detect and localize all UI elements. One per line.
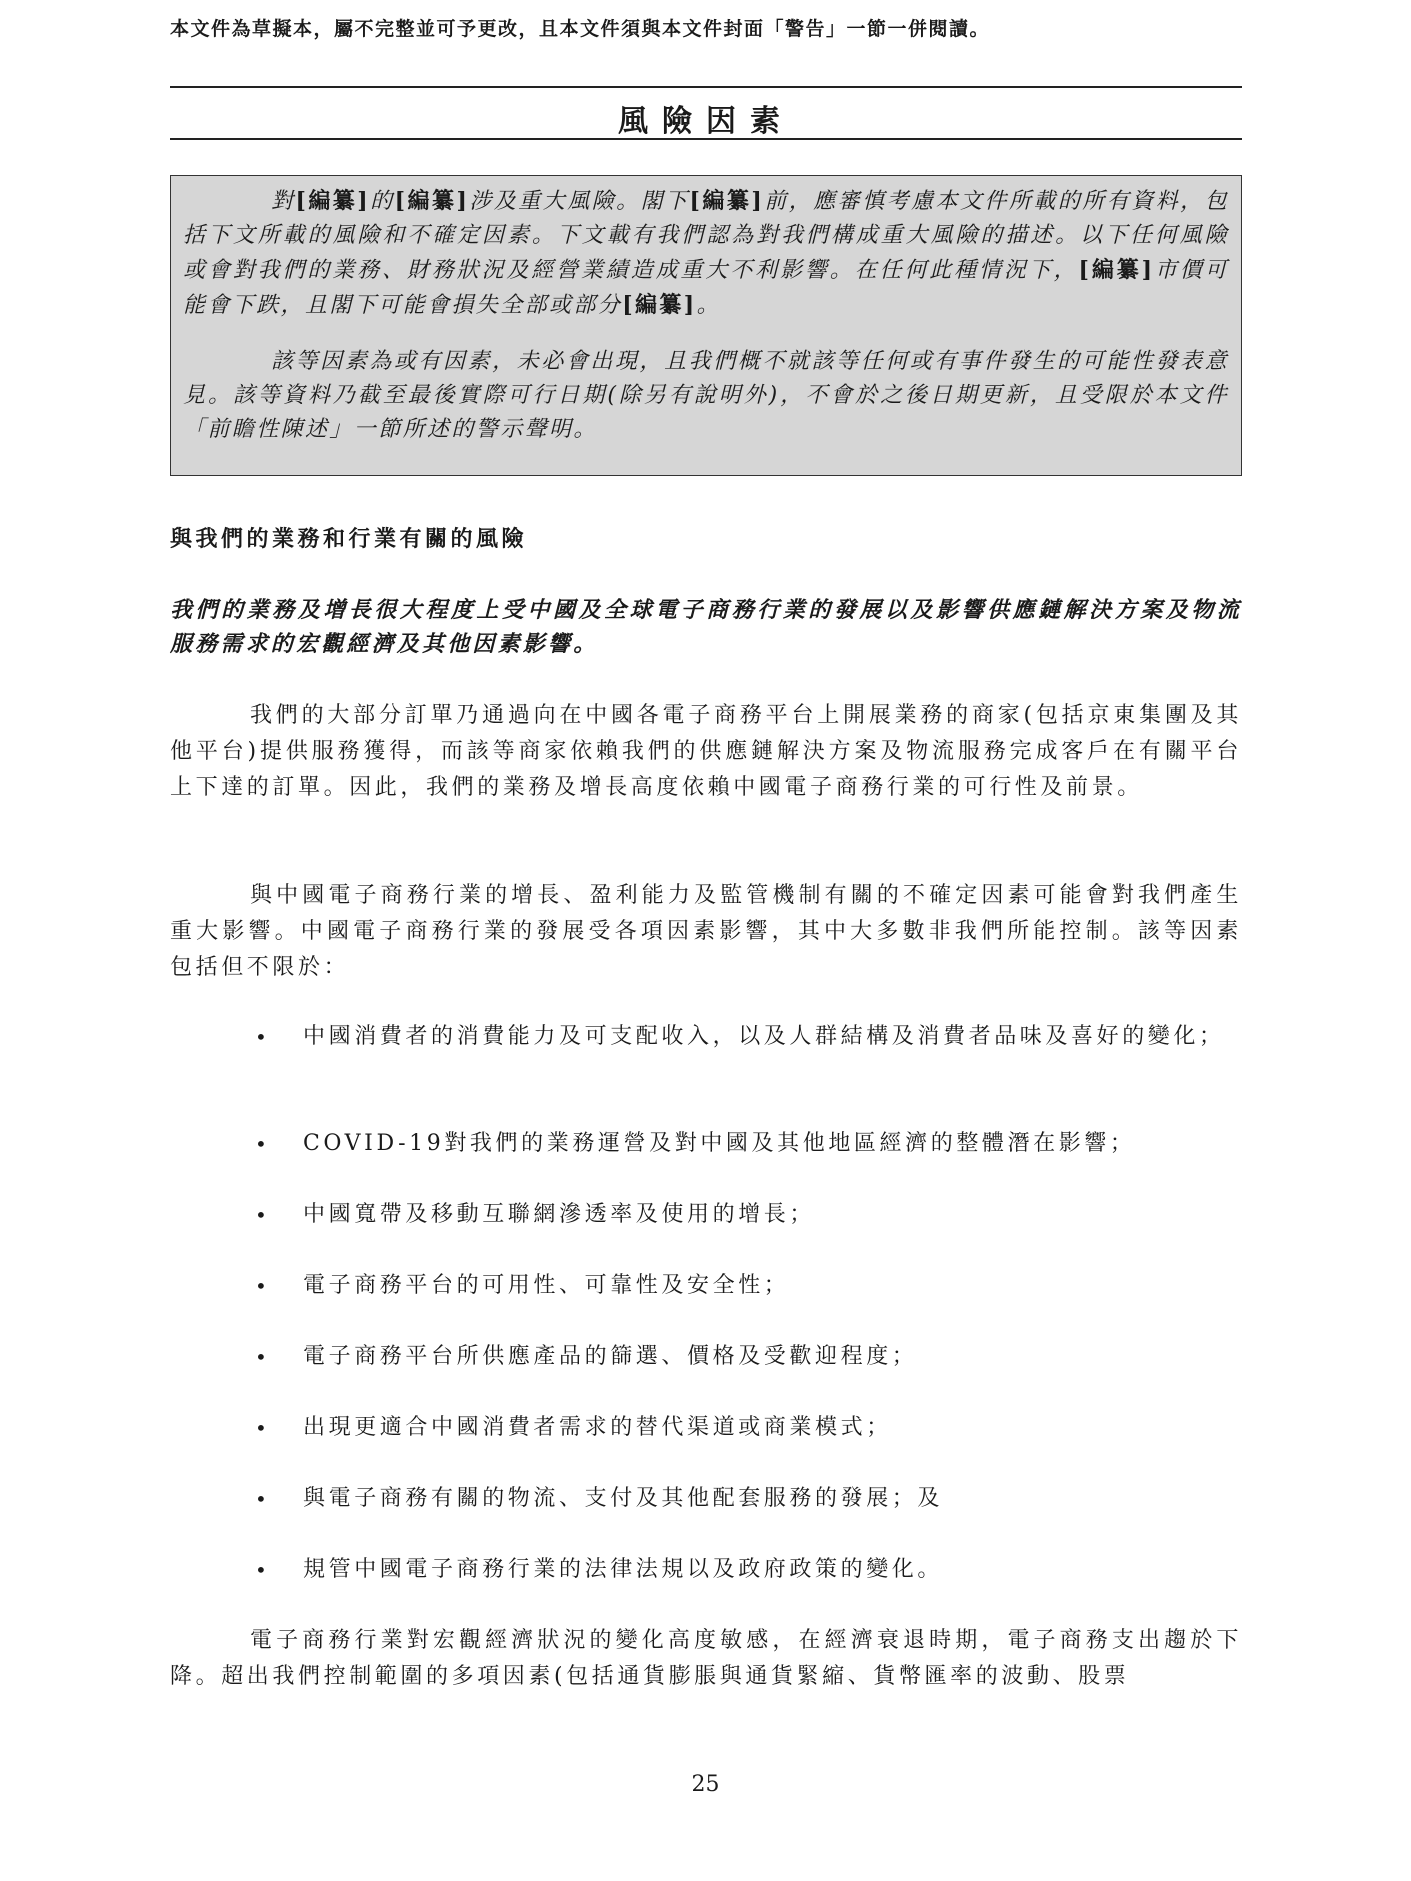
- list-item: [255, 1019, 1242, 1055]
- list-item-text: 出現更適合中國消費者需求的替代渠道或商業模式；: [303, 1415, 892, 1440]
- list-item-text: COVID-19對我們的業務運營及對中國及其他地區經濟的整體潛在影響；: [303, 1131, 1136, 1156]
- body-paragraph-2: 與中國電子商務行業的增長、盈利能力及監管機制有關的不確定因素可能會對我們產生重大影響。中國電子商務行業的發展受各項因素影響，其中大多數非我們所能控制。該等因素包括但不限於：: [170, 883, 1242, 980]
- body-paragraph-1: 我們的大部分訂單乃通過向在中國各電子商務平台上開展業務的商家(包括京東集團及其他平台)提供服務獲得，而該等商家依賴我們的供應鏈解決方案及物流服務完成客戶在有關平台上下達的訂單。因此，我們的業務及增長高度依賴中國電子商務行業的可行性及前景。: [170, 703, 1242, 800]
- bullet-icon: •: [255, 1025, 271, 1049]
- risk-factor-title: 我們的業務及增長很大程度上受中國及全球電子商務行業的發展以及影響供應鏈解決方案及物流服務需求的宏觀經濟及其他因素影響。: [170, 597, 1242, 657]
- list-item: [255, 1268, 1242, 1304]
- list-item: [255, 1552, 1242, 1588]
- list-item: [255, 1410, 1242, 1446]
- notice-paragraph-1: [183, 184, 1229, 323]
- redacted-marker: [編纂]: [394, 188, 470, 214]
- list-item-text: 與電子商務有關的物流、支付及其他配套服務的發展；及: [303, 1486, 944, 1511]
- list-item: [255, 1481, 1242, 1517]
- redacted-marker: [編纂]: [622, 292, 697, 318]
- bullet-icon: •: [255, 1203, 271, 1227]
- draft-warning: 本文件為草擬本，屬不完整並可予更改，且本文件須與本文件封面「警告」一節一併閱讀。: [170, 18, 991, 40]
- notice-text: 的: [370, 189, 395, 214]
- bullet-icon: •: [255, 1132, 271, 1156]
- notice-text: 。: [696, 293, 722, 318]
- bullet-icon: •: [255, 1558, 271, 1582]
- list-item-text: 中國寬帶及移動互聯網滲透率及使用的增長；: [303, 1202, 816, 1227]
- list-item-text: 電子商務平台所供應產品的篩選、價格及受歡迎程度；: [303, 1344, 918, 1369]
- bullet-icon: •: [255, 1274, 271, 1298]
- notice-text: 前，應審慎考慮本文件所載的所有資料，包括下文所載的風險和不確定因素。下文載有我們認為對我們構成重大風險的描述。以下任何風險或會對我們的業務、財務狀況及經營業績造成重大不利影響。在任何此種情況下，: [183, 189, 1230, 283]
- redacted-marker: [編纂]: [295, 188, 371, 214]
- bullet-icon: •: [255, 1416, 271, 1440]
- notice-text: 涉及重大風險。閣下: [469, 189, 690, 214]
- list-item: [255, 1126, 1242, 1162]
- list-item-text: 規管中國電子商務行業的法律法規以及政府政策的變化。: [303, 1557, 944, 1582]
- list-item: [255, 1339, 1242, 1375]
- notice-text: 對: [271, 189, 296, 214]
- list-item: [255, 1197, 1242, 1233]
- section-heading: 與我們的業務和行業有關的風險: [170, 526, 528, 552]
- notice-paragraph-2: 該等因素為或有因素，未必會出現，且我們概不就該等任何或有事件發生的可能性發表意見。該等資料乃截至最後實際可行日期(除另有說明外)，不會於之後日期更新，且受限於本文件「前瞻性陳述」一節所述的警示聲明。: [183, 349, 1229, 442]
- redacted-marker: [編纂]: [1078, 257, 1155, 283]
- redacted-marker: [編纂]: [689, 188, 765, 214]
- page-title: 風險因素: [618, 104, 794, 139]
- title-top-rule: [170, 86, 1242, 88]
- body-paragraph-3: 電子商務行業對宏觀經濟狀況的變化高度敏感，在經濟衰退時期，電子商務支出趨於下降。超出我們控制範圍的多項因素(包括通貨膨脹與通貨緊縮、貨幣匯率的波動、股票: [170, 1628, 1242, 1689]
- bullet-icon: •: [255, 1487, 271, 1511]
- bullet-icon: •: [255, 1345, 271, 1369]
- notice-text: 市價可能會下跌，且閣下可能會損失全部或部分: [183, 258, 1230, 318]
- list-item-text: 中國消費者的消費能力及可支配收入，以及人群結構及消費者品味及喜好的變化；: [303, 1024, 1225, 1049]
- list-item-text: 電子商務平台的可用性、可靠性及安全性；: [303, 1273, 790, 1298]
- page-number: 25: [691, 1772, 720, 1797]
- risk-notice-box: [170, 175, 1242, 476]
- title-bottom-rule: [170, 138, 1242, 140]
